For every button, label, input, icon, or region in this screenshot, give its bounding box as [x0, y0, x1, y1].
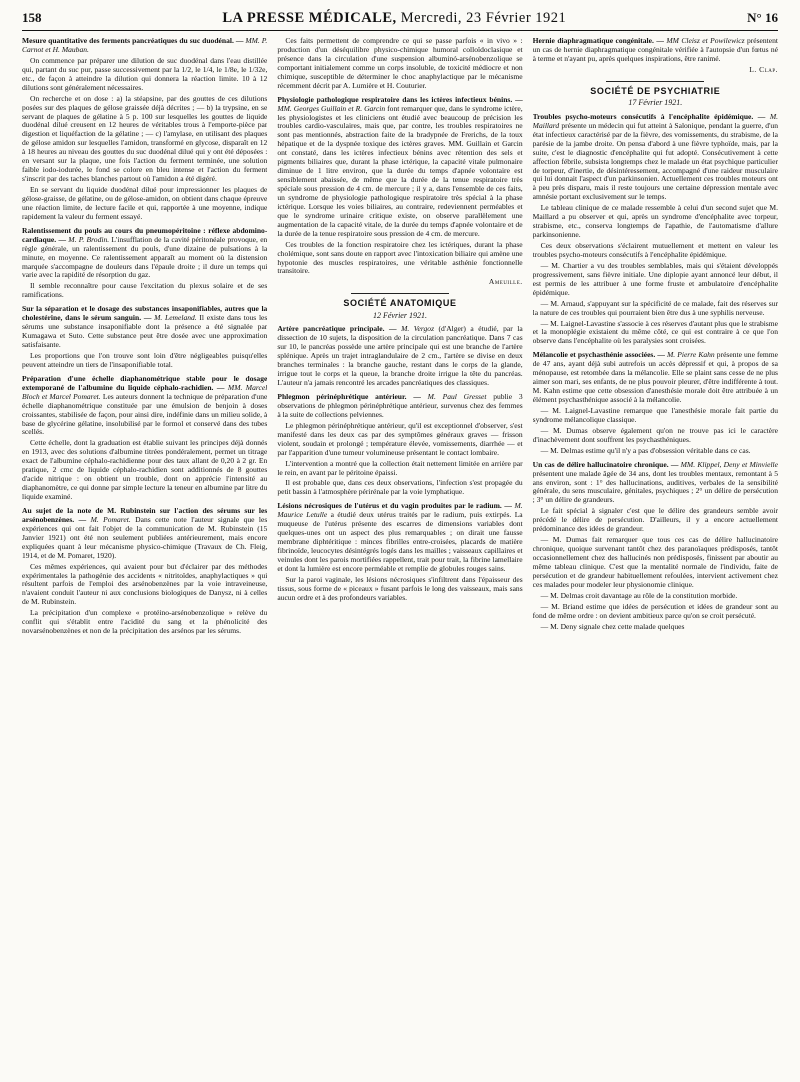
masthead [22, 10, 778, 31]
signature: Ameuille. [488, 277, 523, 287]
paragraph: Ces deux observations s'éclairent mutuellement et mettent en valeur les troubles psycho-moteurs consécutifs à l'encéphalite épidémique. [532, 241, 778, 259]
paragraph: — M. Laignel-Lavastine s'associe à ces réserves d'autant plus que le strabisme et la monoplégie existaient du même côté, ce qui est contraire à ce que l'on observe dans l'encéphalite où les paralysies sont croisées. [532, 318, 778, 346]
issue-date: Mercredi, 23 Février 1921 [400, 10, 567, 26]
article-gresset [277, 393, 522, 420]
column-3 [533, 37, 778, 1082]
paragraph: présente une femme de 47 ans, ayant déjà subi autrefois un accès dépressif et qui, à propos de sa ménopause, est retombée dans la mélancolie. Elle se plaint sans cesse de ne plus aimer son mari, ses enfants, de ne plus pouvoir pleurer, d'être indifférente à tout. M. Kahn estime que cette obsession d'anesthésie morale doit être attribuée à un élément psychasthénique associé à la mélancolie. [532, 350, 778, 404]
page-number: 158 [22, 10, 42, 25]
article-authors: MM. Klippel, Deny et Minvielle [680, 459, 778, 469]
article-bloch [22, 375, 267, 438]
article-title: Lésions nécrosiques de l'utérus et du vagin produites par le radium. — [277, 501, 512, 511]
article-title: Préparation d'une échelle diaphanométrique stable pour le dosage extemporané de l'albumine du liquide céphalo-rachidien. — [22, 373, 268, 392]
article-authors: MM Cleisz et Powilewicz [666, 37, 745, 45]
publication-name: LA PRESSE MÉDICALE, [222, 10, 397, 26]
paragraph: En se servant du liquide duodénal dilué pour impressionner les plaques de gélose-graisse, de gélatine, ou de gélose-amidon, on obtient dans chaque épreuve une réaction limite, de lecture facile et qui, rapportée à une moyenne, indique rapidement la valeur du ferment essayé. [22, 185, 268, 221]
paragraph: Le phlegmon périnéphrétique antérieur, qu'il est exceptionnel d'observer, s'est manifesté dans les deux cas par des symptômes généraux graves — frisson violent, soudain et prolongé ; température élevée, vomissements, diarrhée — et par l'apparition d'une tumeur volumineuse présentant le contact lombaire. [277, 420, 523, 457]
article-title: Physiologie pathologique respiratoire dans les ictères infectieux bénins. — [277, 94, 523, 104]
paragraph: — M. Briand estime que idées de persécution et idées de grandeur sont au fond de même ordre : on devient ambitieux parce qu'on se croit persécuté. [532, 601, 778, 620]
article-authors: M. Lemeland. [154, 313, 197, 323]
article-brodin [22, 227, 267, 281]
paragraph: (d'Alger) a étudié, par la dissection de 10 sujets, la disposition de la circulation pancréatique. Dans 7 cas sur 10, le pancréas possède une artère principale qui est une branche de l'artère splénique. Après un trajet intraglandulaire de 2 cm., l'artère se divise en deux branches terminales : la branche gauche, restant dans le corps de la glande, irrigue tout le corps et la queue, la branche droite irrigue la tête du pancréas. L'auteur n'a jamais rencontré les arcades pancréatiques des classiques. [277, 324, 523, 388]
paragraph: Ces troubles de la fonction respiratoire chez les ictériques, durant la phase cholémique, sont sans doute en rapport avec l'intoxication biliaire qui amène une hypotonie des muscles respiratoires, une véritable asthénie fonctionnelle transitoire. [277, 239, 523, 276]
signature: L. Clap. [749, 64, 778, 74]
column-2 [277, 37, 522, 1082]
paragraph: — M. Laignel-Lavastine remarque que l'anesthésie morale fait partie du syndrome mélancolique classique. [532, 405, 778, 424]
article-title: Phlegmon périnéphrétique antérieur. — [277, 392, 421, 401]
paragraph: — M. Chartier a vu des troubles semblables, mais qui s'étaient développés progressivement, sans fièvre initiale. Une diplopie ayant annoncé leur début, il est permis de les attribuer à une forme fruste et ambulatoire d'encéphalite épidémique. [532, 260, 778, 297]
article-title: Mesure quantitative des ferments pancréatiques du suc duodénal. — [22, 37, 244, 45]
paragraph: — M. Delmas estime qu'il n'y a pas d'obsession véritable dans ce cas. [540, 445, 751, 455]
paragraph: Les auteurs donnent la technique de préparation d'une échelle diaphanométrique constituée par une émulsion de benjoin à doses croissantes, stabilisée de façon, pour ainsi dire, indéfinie dans un milieu solide, à base de glycérine gélatine, insolubilisé par le formol et conservé dans des tubes scellés. [22, 391, 268, 437]
paragraph: — M. Delmas croit davantage au rôle de la constitution morbide. [540, 590, 738, 600]
article-authors: M. Vergoz [401, 324, 435, 334]
section-title: SOCIÉTÉ DE PSYCHIATRIE [590, 85, 721, 96]
paragraph: présente un médecin qui fut atteint à Salonique, pendant la guerre, d'un état infectieux caractérisé par de la fièvre, des vomissements, du strabisme, de la parésie de la jambe droite. On pensa d'abord à une fièvre typhoïde, mais, par la suite, c'est le diagnostic d'encéphalite qui fut adopté. Consécutivement à cette affection fébrile, subsista longtemps chez le malade un état psychique particulier de torpeur, d'inertie, de désintéressement, accompagné d'une raideur musculaire qui lui donnait l'aspect d'un parkinsonien. Actuellement ces troubles moteurs ont à peu près disparu, mais il reste toujours une certaine dépression mentale avec amnésie portant exclusivement sur le temps. [532, 120, 778, 202]
article-title: Mélancolie et psychasthénie associées. — [532, 350, 665, 360]
paragraph: Dans cette note l'auteur signale que les expériences qui ont fait l'objet de la communication de M. Rubinstein (15 Janvier 1921) ont été non seulement publiées antérieurement, mais encore expliquées quant à leur mécanisme physico-chimique (Travaux de Ch. Fleig, 1914, et de M. Pomaret, 1920). [22, 514, 268, 560]
article-authors: M. Paul Gresset [427, 392, 487, 401]
article-authors: MM. P. Carnot et H. Mauban. [22, 37, 268, 54]
paragraph: présentent une malade âgée de 34 ans, dont les troubles mentaux, remontant à 5 ans environ, sont : 1° des hallucinations, auditives, verbales de la sensibilité générale, du sens musculaire, génitales, psychiques ; 2° un délire de persécution ; 3° un délire de grandeurs. [532, 468, 778, 505]
paragraph: Ces mêmes expériences, qui avaient pour but d'éclairer par des méthodes expérimentales la pathogénie des accidents « nitritoïdes, anaphylactiques » qui résultent parfois de l'emploi des arsénobenzènes par la voie intraveineuse, n'avaient conduit l'auteur ni aux conclusions biologiques de Danysz, ni à celles de M. Rubinstein. [22, 561, 268, 607]
section-title: SOCIÉTÉ ANATOMIQUE [343, 298, 457, 309]
article-cleisz [533, 37, 778, 64]
paragraph: Le tableau clinique de ce malade ressemble à celui d'un second sujet que M. Maillard a pu observer et qui, après un syndrome d'encéphalite avec torpeur, strabisme, etc., conserva longtemps de l'apathie, de l'automatisme d'allure parkinsonienne. [532, 203, 778, 240]
article-title: Au sujet de la note de M. Rubinstein sur l'action des sérums sur les arsénobenzènes. — [22, 505, 268, 524]
article-authors: MM. Marcel Bloch et Marcel Pomaret. [22, 382, 268, 401]
article-carnot [22, 37, 267, 55]
masthead-title [222, 10, 566, 27]
article-guillain [277, 96, 522, 239]
section-date: 17 Février 1921. [628, 98, 683, 108]
paragraph: Il existe dans tous les sérums une substance insaponifiable dont la présence a été signalée par Kumagawa et Suto. Cette substance peut être dosée avec une approximation satisfaisante. [22, 313, 268, 349]
paragraph: Sur la paroi vaginale, les lésions nécrosiques s'infiltrent dans l'épaisseur des tissus, sous forme de « piceaux » fusant parfois le long des vaisseaux, mais sans aucun ordre et à des profondeurs variables. [277, 574, 523, 602]
article-title: Artère pancréatique principale. — [277, 324, 397, 334]
article-kahn [533, 351, 778, 405]
paragraph: Il est probable que, dans ces deux observations, l'infection s'est propagée du petit bassin à l'atmosphère périrénale par la voie lymphatique. [277, 478, 523, 497]
article-authors: M. P. Brodin. [68, 234, 110, 244]
paragraph: a étudié deux utérus traités par le radium, puis extirpés. La muqueuse de l'utérus présente des escarres de dimensions variables dont quelques-unes ont un aspect des plus remarquables ; on dirait une fausse membrane diphtéritique : minces fibrilles entre-croisées, placards de matière fibrinoïde, leucocytes désintégrés logés dans les mailles ; vaisseaux capillaires et veinules dont les parois mortifiées rappellent, trait pour trait, la fibrine lamellaire et dont la lumière est encore perméable et remplie de globules rouges sains. [277, 510, 523, 573]
paragraph: La précipitation d'un complexe « protéino-arsénobenzolique » relève du conflit qui s'établit entre l'acidité du sang et la phénolicité des novarsénobenzènes et non de la précipitation des arsénos par les sérums. [22, 608, 268, 636]
paragraph: — M. Arnaud, s'appuyant sur la spécificité de ce malade, fait des réserves sur la nature de ces troubles qui pourraient bien être dus à une syphilis nerveuse. [532, 298, 778, 317]
article-maillard [533, 113, 778, 202]
section-header-psychiatrie [533, 81, 778, 97]
paragraph: publie 3 observations de phlegmon périnéphrétique antérieur, survenus chez des femmes à la suite de collections pelviennes. [277, 392, 523, 419]
paragraph: L'insufflation de la cavité péritonéale provoque, en règle générale, un ralentissement du pouls, d'une dizaine de pulsations à la minute, en moyenne. Ce ralentissement apparaît au moment où la distension marquée s'accompagne de douleurs dans l'épaule droite ; il dure un temps qui varie avec la rapidité de résorption du gaz. [22, 234, 268, 280]
article-title: Troubles psycho-moteurs consécutifs à l'encéphalite épidémique. — [532, 111, 766, 121]
article-pomaret [22, 507, 267, 561]
article-authors: M. Maurice Letulle [277, 501, 523, 520]
article-authors: M. Maillard [532, 111, 778, 130]
article-lemeland [22, 305, 267, 350]
article-title: Sur la séparation et le dosage des substances insaponifiables, autres que la cholestérine, dans le sérum sanguin. — [22, 304, 268, 323]
article-authors: M. Pomaret. [90, 514, 131, 524]
paragraph: L'intervention a montré que la collection était nettement limitée en arrière par le rein, en avant par le péritoine épaissi. [277, 458, 523, 477]
column-1 [22, 37, 267, 1082]
section-date: 12 Février 1921. [372, 310, 427, 320]
paragraph: Le fait spécial à signaler c'est que le délire des grandeurs semble avoir précédé le délire de persécution. D'ailleurs, il y a encore actuellement prédominance des idées de grandeur. [532, 506, 778, 534]
paragraph: Ces faits permettent de comprendre ce qui se passe parfois « in vivo » : production d'un déséquilibre physico-chimique humoral colloïdoclasique et présence dans la circulation d'une suspension albuminó-arsénobenzolique se comportant initialement comme un corps insoluble, de toxicité médiocre et non chimique, susceptible de déterminer le choc anaphylactique par le mécanisme récemment décrit par A. Lumière et H. Couturier. [277, 37, 523, 90]
paragraph: — M. Dumas fait remarquer que tous ces cas de délire hallucinatoire chronique, quoique survenant tantôt chez des paranoïaques prédisposés, tantôt occasionnellement chez des hallucinés non prédisposés, finissent par aboutir au même tableau clinique. C'est que la mentalité normale de l'individu, faite de persécution et de grandeur habituellement refoulées, intervient activement chez ces malades pour modeler leur physionomie clinique. [532, 535, 778, 589]
article-vergoz [277, 325, 522, 388]
section-header-anatomique [277, 293, 522, 309]
article-authors: MM. Georges Guillain et R. Garcin [277, 103, 386, 113]
article-klippel [533, 461, 778, 506]
paragraph: Les proportions que l'on trouve sont loin d'être négligeables puisqu'elles peuvent atteindre un tiers de l'insaponifiable total. [22, 350, 268, 369]
article-letulle [277, 502, 522, 574]
paragraph: On commence par préparer une dilution de suc duodénal dans l'eau distillée qui, partant du suc pur, passe successivement par la 1/2, le 1/4, le 1/8e, le 1/32e, etc., de façon à atteindre la dilution qui donnera la réaction limite. 10 à 12 dilutions sont généralement nécessaires. [22, 55, 268, 92]
paragraph: présentent un cas de hernie diaphragmatique congénitale vérifiée à l'autopsie d'un fœtus né à terme et n'ayant pu, après quelques inspirations, être ranimé. [532, 37, 778, 63]
article-authors: M. Pierre Kahn [666, 350, 715, 360]
article-title: Hernie diaphragmatique congénitale. — [532, 37, 664, 45]
section-rule [606, 81, 704, 82]
issue-number: N° 16 [747, 10, 778, 25]
paragraph: — M. Deny signale chez cette malade quelques [540, 621, 685, 631]
section-rule [351, 293, 449, 294]
paragraph: Il semble reconnaître pour cause l'excitation du plexus solaire et de ses ramifications. [22, 281, 268, 300]
paragraph: On recherche et on dose : a) la stéapsine, par des gouttes de ces dilutions posées sur des plaques de gélose graissée déjà décrites ; — b) la trypsine, en se servant de plaques de gélatine à 5 p. 100 sur lesquelles les gouttes de liquide duodénal dilué creusent en 12 heures de véritables trous à l'emporte-pièce par digestion et liquéfaction de la gélatine ; — c) l'amylase, en utilisant des plaques de gélose amidon sur lesquelles l'amidon, transformé en glycose, disparaît en 12 à 18 heures au niveau des gouttes du suc duodénal dilué qui y ont été déposées : en versant sur la plaque, une fois l'action du ferment terminée, une solution faible iodo-iodurée, le fond se colore en bleu intense et l'action du ferment s'inscrit par des taches blanches partout où l'amidon a été digéré. [22, 93, 268, 184]
paragraph: font remarquer que, dans le syndrome ictère, les physiologistes et les cliniciens ont étudié avec beaucoup de précision les troubles cardio-vasculaires, mais que, par contre, les troubles respiratoires ne sont pas mentionnés, abstraction faite de la bradypnée de Frerichs, de la toux hépatique et de la dyspnée toxique des ictères graves. MM. Guillain et Garcin ont constaté, dans les ictères infectieux bénins avec rétention des sels et pigments biliaires que, durant la phase ictérique, la capacité vitale pulmonaire diminue de 1 litre environ, que la durée du temps d'apnée volontaire est sensiblement abaissée, de même que la durée de la tenue respiratoire très spéciale sous pression de 4 cm. de mercure ; il y a, dans l'ensemble de ces faits, un syndrome de physiologie pathologique respiratoire très spécial à la phase ictérique. Lorsque les voies biliaires, au contraire, redeviennent perméables et que le syndrome urinaire critique existe, on observe parallèlement une augmentation de la capacité vitale, de la durée du temps d'apnée volontaire et de la durée de la tenue respiratoire sous pression de 4 cm. de mercure. [277, 103, 523, 238]
article-title: Un cas de délire hallucinatoire chronique. — [532, 459, 679, 469]
paragraph: Cette échelle, dont la graduation est établie suivant les principes déjà donnés en 1913, avec des solutions d'albumine titrées pondéralement, permet un titrage exact de l'albumine céphalo-rachidienne pour des taux allant de 0,20 à 2 gr. En pratique, 2 cmc de liquide céphalo-rachidien sont additionnés de 8 gouttes d'acide nitrique : on obtient un trouble, dont on apprécie l'intensité au diaphanomètre, ce qui donne par simple lecture la teneur en albumine par litre du liquide examiné. [22, 438, 268, 501]
text-columns [22, 37, 778, 1082]
paragraph: — M. Dumas observe également qu'on ne trouve pas ici le caractère d'inachèvement dont souffrent les psychasthéniques. [532, 425, 778, 444]
article-title: Ralentissement du pouls au cours du pneumopéritoine : réflexe abdomino-cardiaque. — [22, 225, 268, 244]
